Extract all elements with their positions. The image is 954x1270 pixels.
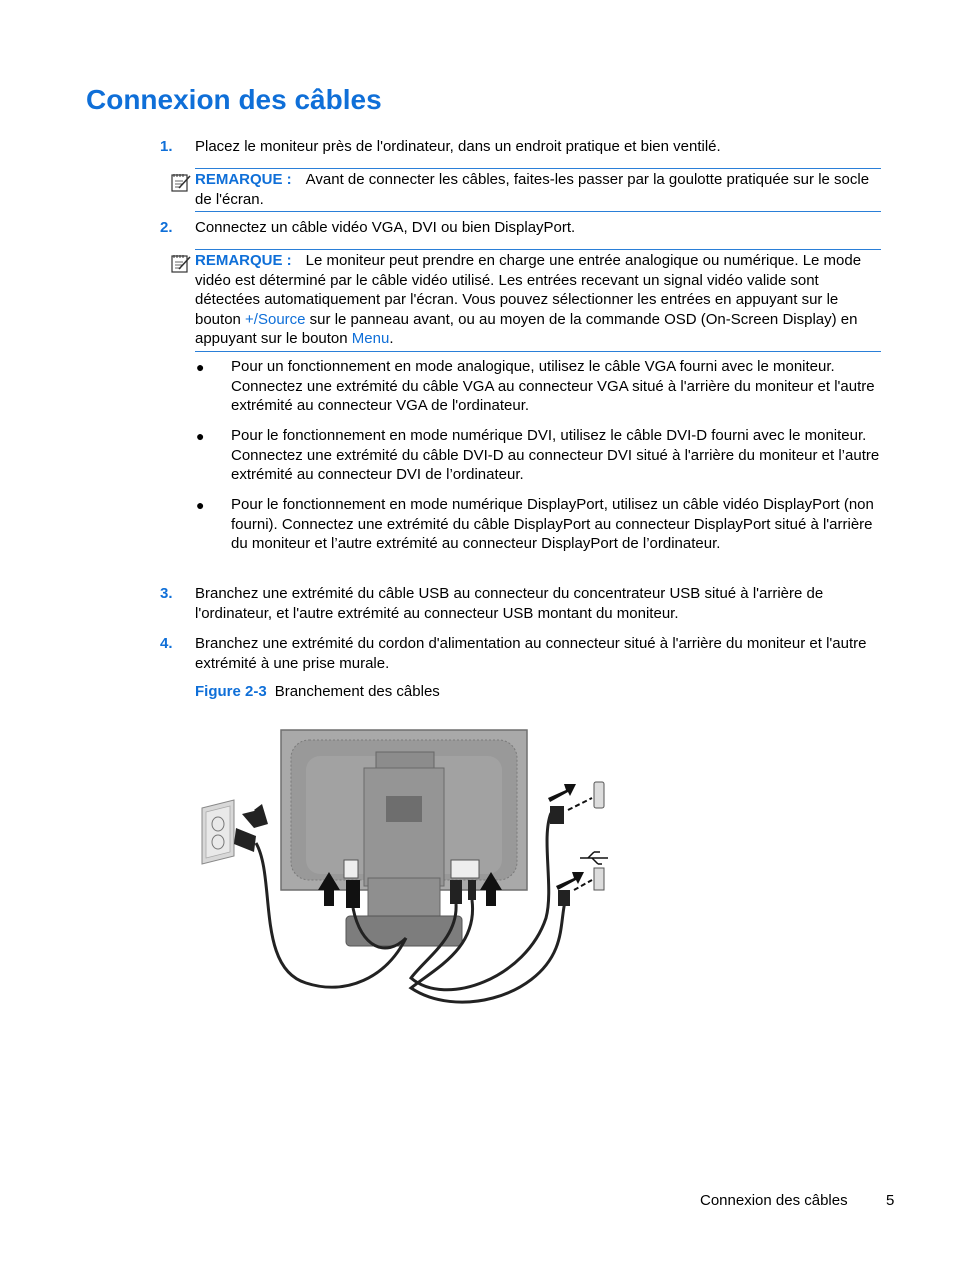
bullet-symbol: ● bbox=[196, 497, 205, 513]
note-icon bbox=[170, 252, 192, 274]
note-text-a: Le moniteur peut prendre en charge une entrée analogique ou numérique. Le mode vidéo est déterminé par le câble vidéo utilisé. Les entrées recevant un signal vidéo valide sont détectées automatiquement par l'écran. Vous pouvez sélectionner les entrées en appuyant sur le bouton bbox=[195, 252, 862, 328]
right-arrow-icon bbox=[548, 784, 576, 802]
figure-caption-text: Branchement des câbles bbox=[274, 683, 440, 700]
figure-caption bbox=[195, 683, 440, 700]
note-icon bbox=[170, 171, 192, 193]
step-text-4: Branchez une extrémité du cordon d'alimentation au connecteur situé à l'arrière du moniteur et l'autre extrémité à une prise murale. bbox=[195, 635, 867, 672]
usb-port-icon bbox=[594, 868, 604, 890]
bullet-displayport: Pour le fonctionnement en mode numérique DisplayPort, utilisez un câble vidéo DisplayPort (non fourni). Connectez une extrémité du câble DisplayPort au connecteur DisplayPort situé à l'arrière du moniteur et l’autre extrémité au connecteur DisplayPort de l’ordinateur. bbox=[231, 496, 874, 552]
note-text: Avant de connecter les câbles, faites-les passer par la goulotte pratiquée sur le socle de l'écran. bbox=[195, 171, 870, 208]
bullet-dvi: Pour le fonctionnement en mode numérique DVI, utilisez le câble DVI-D fourni avec le moniteur. Connectez une extrémité du câble DVI-D au connecteur DVI situé à l'arrière du moniteur et l’autre extrémité au connecteur DVI de l’ordinateur. bbox=[231, 427, 880, 483]
note-text-c: . bbox=[389, 330, 394, 347]
power-connector-icon bbox=[346, 880, 360, 908]
usb-symbol-icon bbox=[580, 852, 608, 864]
menu-button-link[interactable]: Menu bbox=[351, 330, 390, 347]
step-number-1: 1. bbox=[160, 138, 173, 155]
bullet-symbol: ● bbox=[196, 359, 205, 375]
note-label: REMARQUE : bbox=[195, 171, 292, 188]
footer-section: Connexion des câbles bbox=[700, 1192, 848, 1209]
monitor-back-icon bbox=[281, 730, 527, 890]
step-text-3: Branchez une extrémité du câble USB au connecteur du concentrateur USB situé à l'arrière de l'ordinateur, et l'autre extrémité au connecteur USB montant du moniteur. bbox=[195, 585, 824, 622]
step-text-1: Placez le moniteur près de l'ordinateur, dans un endroit pratique et bien ventilé. bbox=[195, 138, 721, 155]
page-title: Connexion des câbles bbox=[86, 84, 382, 115]
usb-plug-icon bbox=[558, 890, 570, 906]
bullet-symbol: ● bbox=[196, 428, 205, 444]
power-plug-icon bbox=[234, 804, 268, 852]
wall-outlet-icon bbox=[202, 800, 234, 864]
source-button-link[interactable]: +/Source bbox=[245, 310, 306, 328]
vga-port-icon bbox=[594, 782, 604, 808]
note-label: REMARQUE : bbox=[195, 252, 292, 269]
vga-connector-icon bbox=[450, 880, 462, 904]
cable-connection-illustration bbox=[196, 728, 616, 1014]
step-number-3: 3. bbox=[160, 585, 173, 602]
figure-label: Figure 2-3 bbox=[195, 683, 267, 700]
right-arrow-icon bbox=[556, 872, 584, 890]
note-1 bbox=[195, 168, 881, 212]
vga-plug-icon bbox=[550, 806, 564, 824]
note-2 bbox=[195, 249, 881, 352]
step-text-2: Connectez un câble vidéo VGA, DVI ou bien DisplayPort. bbox=[195, 219, 576, 236]
page-number: 5 bbox=[886, 1192, 895, 1209]
note-text-b: sur le panneau avant, ou au moyen de la commande OSD (On-Screen Display) en appuyant sur le bouton bbox=[195, 310, 858, 347]
step-number-4: 4. bbox=[160, 635, 173, 652]
bullet-vga: Pour un fonctionnement en mode analogique, utilisez le câble VGA fourni avec le moniteur. Connectez une extrémité du câble VGA au connecteur VGA situé à l'arrière du moniteur et l'autre extrémité au connecteur VGA de l'ordinateur. bbox=[231, 358, 875, 414]
step-number-2: 2. bbox=[160, 219, 173, 236]
usb-connector-icon bbox=[468, 880, 476, 900]
